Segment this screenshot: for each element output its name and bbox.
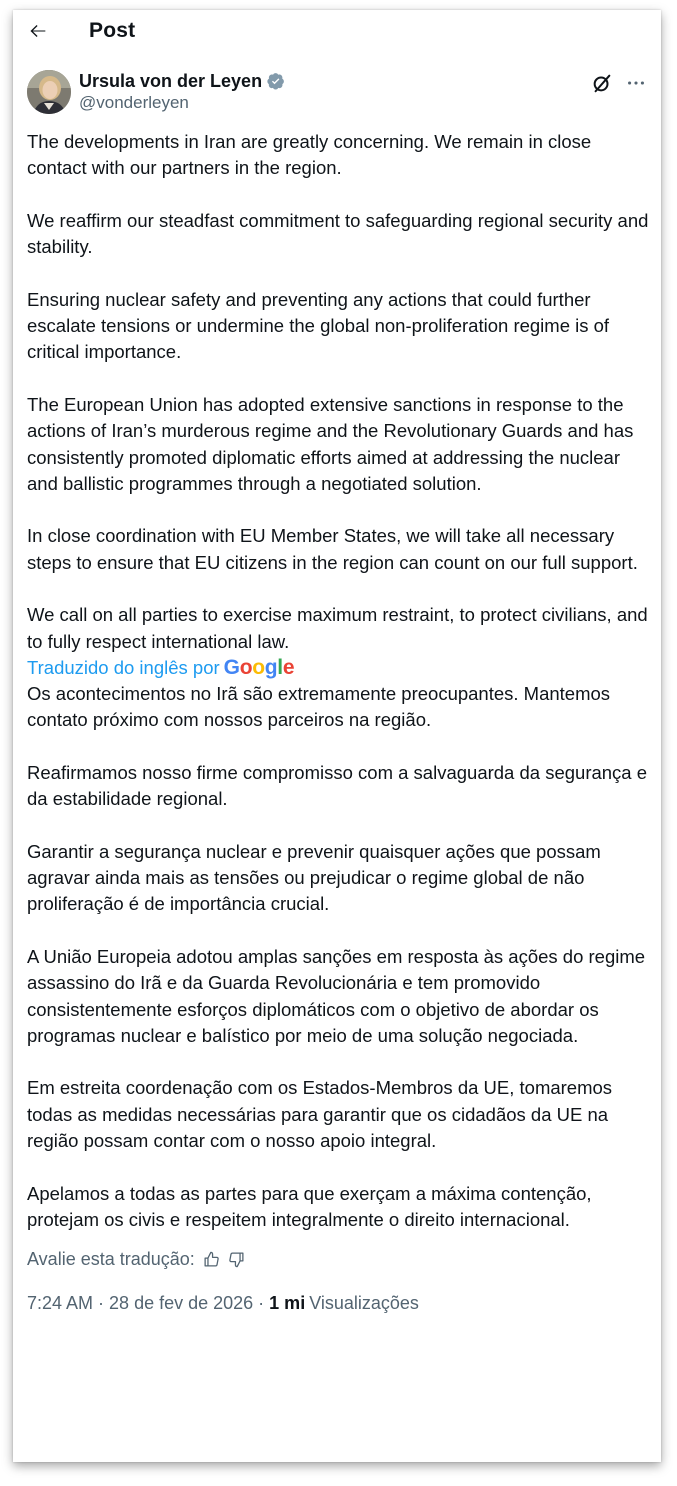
original-paragraph: The European Union has adopted extensive sanctions in response to the actions of Iran’s murderous regime and the Revolutionary Guards and has consistently promoted diplomatic efforts aimed at addressing the nuclear and ballistic programmes through a negotiated solution. xyxy=(27,393,634,494)
more-icon[interactable] xyxy=(625,72,647,94)
translated-paragraph: Garantir a segurança nuclear e prevenir quaisquer ações que possam agravar ainda mais as tensões ou prejudicar o regime global de não proliferação é de importância crucial. xyxy=(27,840,601,915)
original-paragraph: Ensuring nuclear safety and preventing any actions that could further escalate tensions or undermine the global non-proliferation regime is of critical importance. xyxy=(27,288,610,363)
author-name[interactable]: Ursula von der Leyen xyxy=(79,70,263,91)
rate-translation-label: Avalie esta tradução: xyxy=(27,1249,195,1270)
views-count: 1 mi xyxy=(269,1293,306,1314)
original-paragraph: We call on all parties to exercise maximum restraint, to protect civilians, and to fully respect international law. xyxy=(27,604,648,652)
views-label: Visualizações xyxy=(309,1293,419,1314)
google-logo: Google xyxy=(223,655,295,679)
meta-separator: · xyxy=(258,1293,265,1314)
translated-paragraph: Reafirmamos nosso firme compromisso com a salvaguarda da segurança e da estabilidade regional. xyxy=(27,761,648,810)
meta-separator: · xyxy=(98,1293,105,1314)
rate-translation xyxy=(27,1247,655,1271)
translated-paragraph: Apelamos a todas as partes para que exerçam a máxima contenção, protejam os civis e respeitem integralmente o direito internacional. xyxy=(27,1182,592,1230)
original-paragraph: The developments in Iran are greatly concerning. We remain in close contact with our partners in the region. xyxy=(27,131,592,179)
post-card xyxy=(13,10,661,1462)
arrow-left-icon[interactable] xyxy=(27,20,49,42)
grok-icon[interactable] xyxy=(591,72,613,94)
author-name-row xyxy=(79,70,285,92)
author-handle[interactable]: @vonderleyen xyxy=(79,93,189,112)
author-actions xyxy=(591,72,647,94)
translated-paragraph: A União Europeia adotou amplas sanções em resposta às ações do regime assassino do Irã e da Guarda Revolucionária e tem promovido consistentemente esforços diplomáticos com o objetivo de abordar os programas nuclear e balístico por meio de uma solução negociada. xyxy=(27,945,646,1046)
author-row xyxy=(27,70,647,116)
original-paragraph: We reaffirm our steadfast commitment to safeguarding regional security and stability. xyxy=(27,209,649,258)
thumbs-up-icon[interactable] xyxy=(203,1251,220,1268)
translated-by-label: Traduzido do inglês por xyxy=(27,656,220,678)
post-time[interactable]: 7:24 AM xyxy=(27,1293,94,1314)
thumbs-down-icon[interactable] xyxy=(228,1251,245,1268)
post-date[interactable]: 28 de fev de 2026 xyxy=(109,1293,254,1314)
translated-paragraph: Em estreita coordenação com os Estados-Membros da UE, tomaremos todas as medidas necessárias para garantir que os cidadãos da UE na região possam contar com o nosso apoio integral. xyxy=(27,1077,613,1151)
post-content xyxy=(27,129,655,1315)
post-header xyxy=(27,14,135,48)
page-title: Post xyxy=(89,19,136,42)
avatar[interactable] xyxy=(27,70,71,114)
verified-badge-icon xyxy=(267,72,285,90)
post-meta xyxy=(27,1291,655,1315)
translated-paragraph: Os acontecimentos no Irã são extremamente preocupantes. Mantemos contato próximo com nossos parceiros na região. xyxy=(27,682,611,731)
original-paragraph: In close coordination with EU Member States, we will take all necessary steps to ensure that EU citizens in the region can count on our full support. xyxy=(27,525,638,573)
avatar-image xyxy=(27,70,71,114)
translated-by-link[interactable] xyxy=(27,655,655,681)
